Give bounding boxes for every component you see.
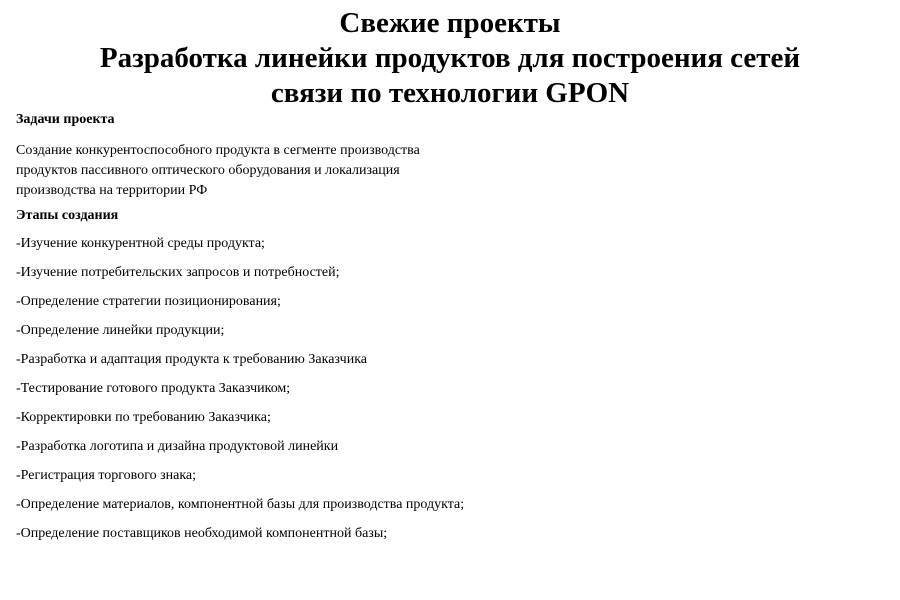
stage-item: -Определение поставщиков необходимой компонентной базы; (16, 526, 388, 541)
tasks-description-line: производства на территории РФ (16, 183, 208, 198)
stage-item: -Определение линейки продукции; (16, 323, 225, 338)
stage-item: -Разработка логотипа и дизайна продуктовой линейки (16, 439, 339, 454)
slide-body (16, 111, 876, 543)
stage-item: -Определение материалов, компонентной базы для производства продукта; (16, 497, 465, 512)
stage-item: -Изучение потребительских запросов и потребностей; (16, 265, 340, 280)
slide-title-line: Разработка линейки продуктов для построения сетей (99, 42, 801, 74)
stage-item: -Изучение конкурентной среды продукта; (16, 236, 265, 251)
slide-title-line: Свежие проекты (339, 7, 561, 39)
stage-item: -Корректировки по требованию Заказчика; (16, 410, 271, 425)
stages-list (16, 235, 876, 543)
tasks-heading: Задачи проекта (16, 112, 115, 127)
stage-item: -Определение стратегии позиционирования; (16, 294, 281, 309)
tasks-description-line: продуктов пассивного оптического оборудования и локализация (16, 163, 400, 178)
stage-item: -Разработка и адаптация продукта к требованию Заказчика (16, 352, 368, 367)
slide-title (0, 6, 900, 111)
tasks-description (16, 141, 486, 201)
stage-item: -Регистрация торгового знака; (16, 468, 197, 483)
tasks-description-line: Создание конкурентоспособного продукта в сегменте производства (16, 143, 420, 158)
slide-title-line: связи по технологии GPON (270, 77, 630, 109)
stage-item: -Тестирование готового продукта Заказчиком; (16, 381, 291, 396)
stages-heading: Этапы создания (16, 208, 119, 223)
